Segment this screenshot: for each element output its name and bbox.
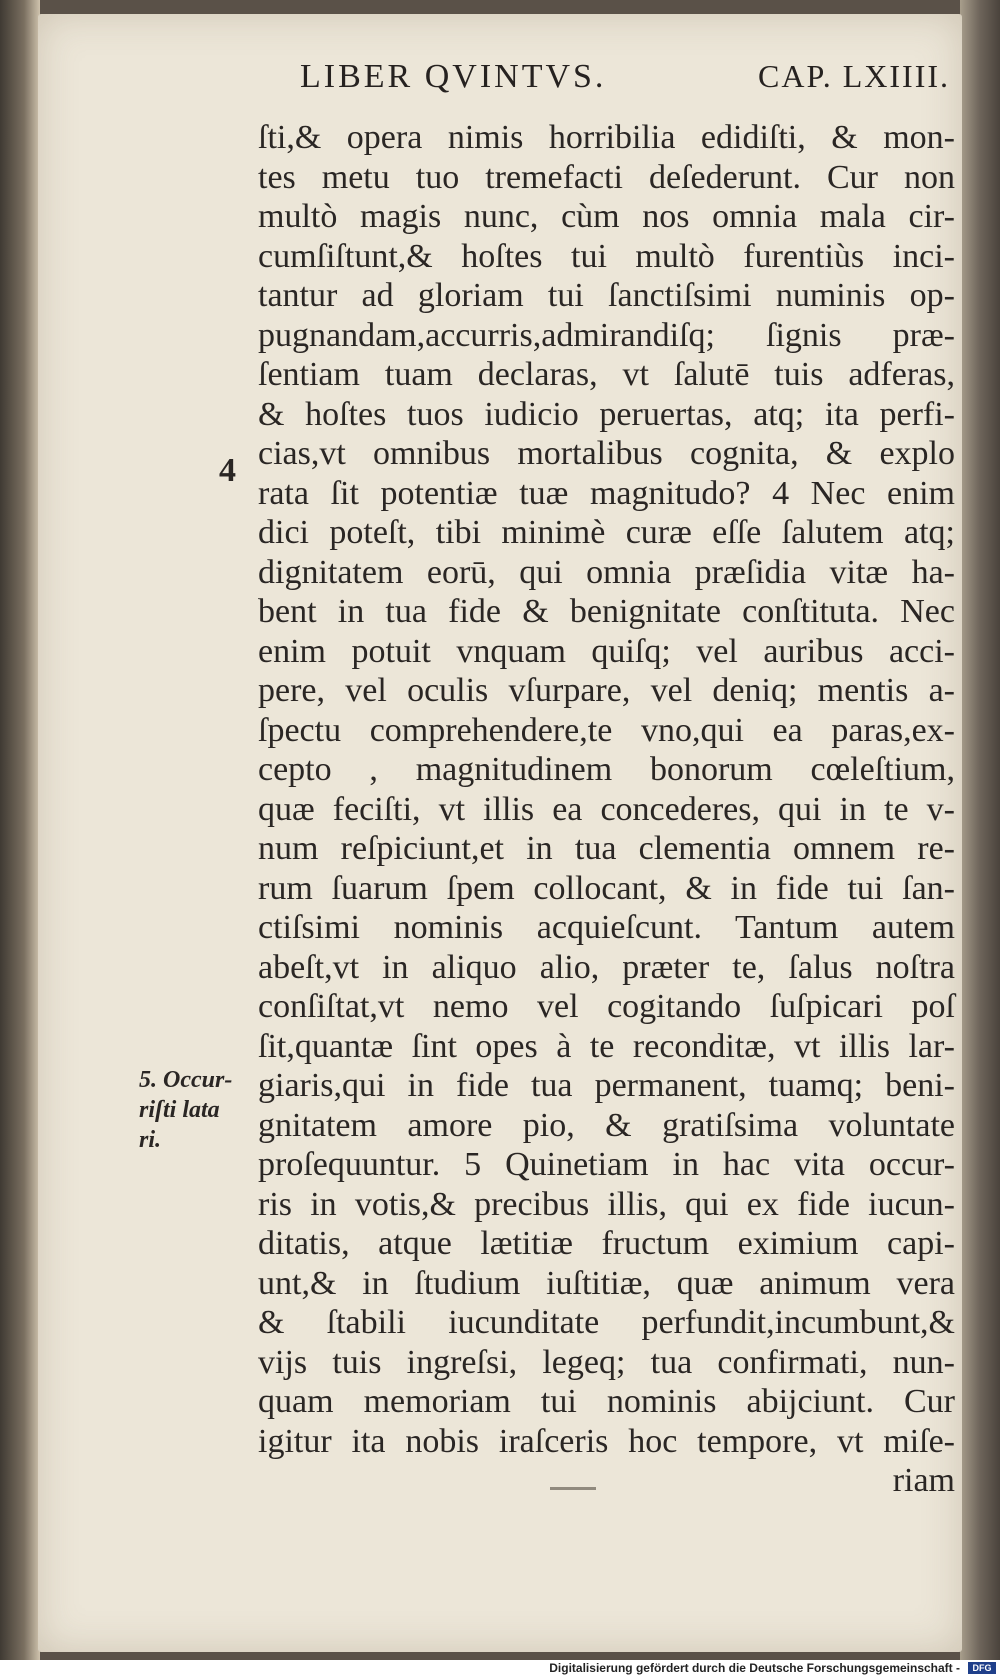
margin-note-line: 5. Occur- (139, 1067, 233, 1093)
text-line: gnitatem amore pio, & gratiſsima voluntate (258, 1106, 955, 1144)
text-line: ris in votis,& precibus illis, qui ex fide iucun- (258, 1185, 955, 1223)
text-line: num reſpiciunt,et in tua clementia omnem re- (258, 830, 955, 867)
text-line: & hoſtes tuos iudicio peruertas, atq; ita perfi- (258, 395, 955, 433)
running-head-title: LIBER QVINTVS. (300, 58, 607, 95)
running-head (300, 58, 950, 118)
scan-edge-right (960, 0, 1000, 1660)
text-line: rata ſit potentiæ tuæ magnitudo? 4 Nec enim (258, 474, 955, 512)
text-line: ctiſsimi nominis acquieſcunt. Tantum autem (258, 909, 955, 946)
body-text (258, 118, 955, 1501)
text-line: unt,& in ſtudium iuſtitiæ, quæ animum vera (258, 1264, 955, 1302)
ink-mark (550, 1487, 596, 1490)
text-line: ſpectu comprehendere,te vno,qui ea paras,ex- (258, 711, 955, 749)
margin-note (139, 1065, 249, 1155)
digitization-credit: Digitalisierung gefördert durch die Deutsche Forschungsgemeinschaft - (549, 1661, 960, 1675)
margin-note-line: riſti lata (139, 1097, 220, 1123)
text-line: bent in tua fide & benignitate conſtituta. Nec (258, 593, 955, 630)
text-line: igitur ita nobis iraſceris hoc tempore, vt miſe- (258, 1422, 955, 1460)
text-line: pere, vel oculis vſurpare, vel deniq; mentis a- (258, 672, 955, 709)
text-line: cepto , magnitudinem bonorum cœleſtium, (258, 751, 955, 788)
text-line: pugnandam,accurris,admirandiſq; ſignis præ- (258, 316, 955, 354)
running-head-chapter: CAP. LXIIII. (758, 58, 950, 94)
text-line: rum ſuarum ſpem collocant, & in fide tui ſan- (258, 869, 955, 907)
text-line: ditatis, atque lætitiæ fructum eximium capi- (258, 1225, 955, 1262)
text-line: giaris,qui in fide tua permanent, tuamq; beni- (258, 1067, 955, 1104)
text-line: ſentiam tuam declaras, vt ſalutē tuis adferas, (258, 356, 955, 393)
text-line: dignitatem eorū, qui omnia præſidia vitæ ha- (258, 553, 955, 591)
text-line: cias,vt omnibus mortalibus cognita, & explo (258, 435, 955, 472)
text-line: vijs tuis ingreſsi, legeq; tua confirmati, nun- (258, 1343, 955, 1381)
margin-verse-number: 4 (219, 452, 236, 489)
catchword: riam (892, 1462, 955, 1499)
text-line: abeſt,vt in aliquo alio, præter te, ſalus noſtra (258, 948, 955, 986)
text-line: quæ feciſti, vt illis ea concederes, qui in te v- (258, 790, 955, 828)
text-line: proſequuntur. 5 Quinetiam in hac vita occur- (258, 1146, 955, 1183)
text-line: tes metu tuo tremefacti deſederunt. Cur non (258, 158, 955, 196)
scan-edge-left (0, 0, 40, 1660)
text-line: dici poteſt, tibi minimè curæ eſſe ſalutem atq; (258, 514, 955, 551)
text-line: tantur ad gloriam tui ſanctiſsimi numinis op- (258, 277, 955, 314)
text-line: cumſiſtunt,& hoſtes tui multò furentiùs inci- (258, 237, 955, 275)
dfg-logo: DFG (968, 1662, 996, 1674)
text-line: enim potuit vnquam quiſq; vel auribus acci- (258, 632, 955, 670)
text-line: conſiſtat,vt nemo vel cogitando ſuſpicari poſ (258, 988, 955, 1025)
text-line: & ſtabili iucunditate perfundit,incumbunt,& (258, 1304, 955, 1341)
text-line: ſit,quantæ ſint opes à te reconditæ, vt illis lar- (258, 1027, 955, 1065)
text-line: quam memoriam tui nominis abijciunt. Cur (258, 1383, 955, 1420)
margin-note-line: ri. (139, 1127, 162, 1153)
text-line: multò magis nunc, cùm nos omnia mala cir- (258, 198, 955, 235)
text-line: ſti,& opera nimis horribilia edidiſti, & mon- (258, 119, 955, 156)
